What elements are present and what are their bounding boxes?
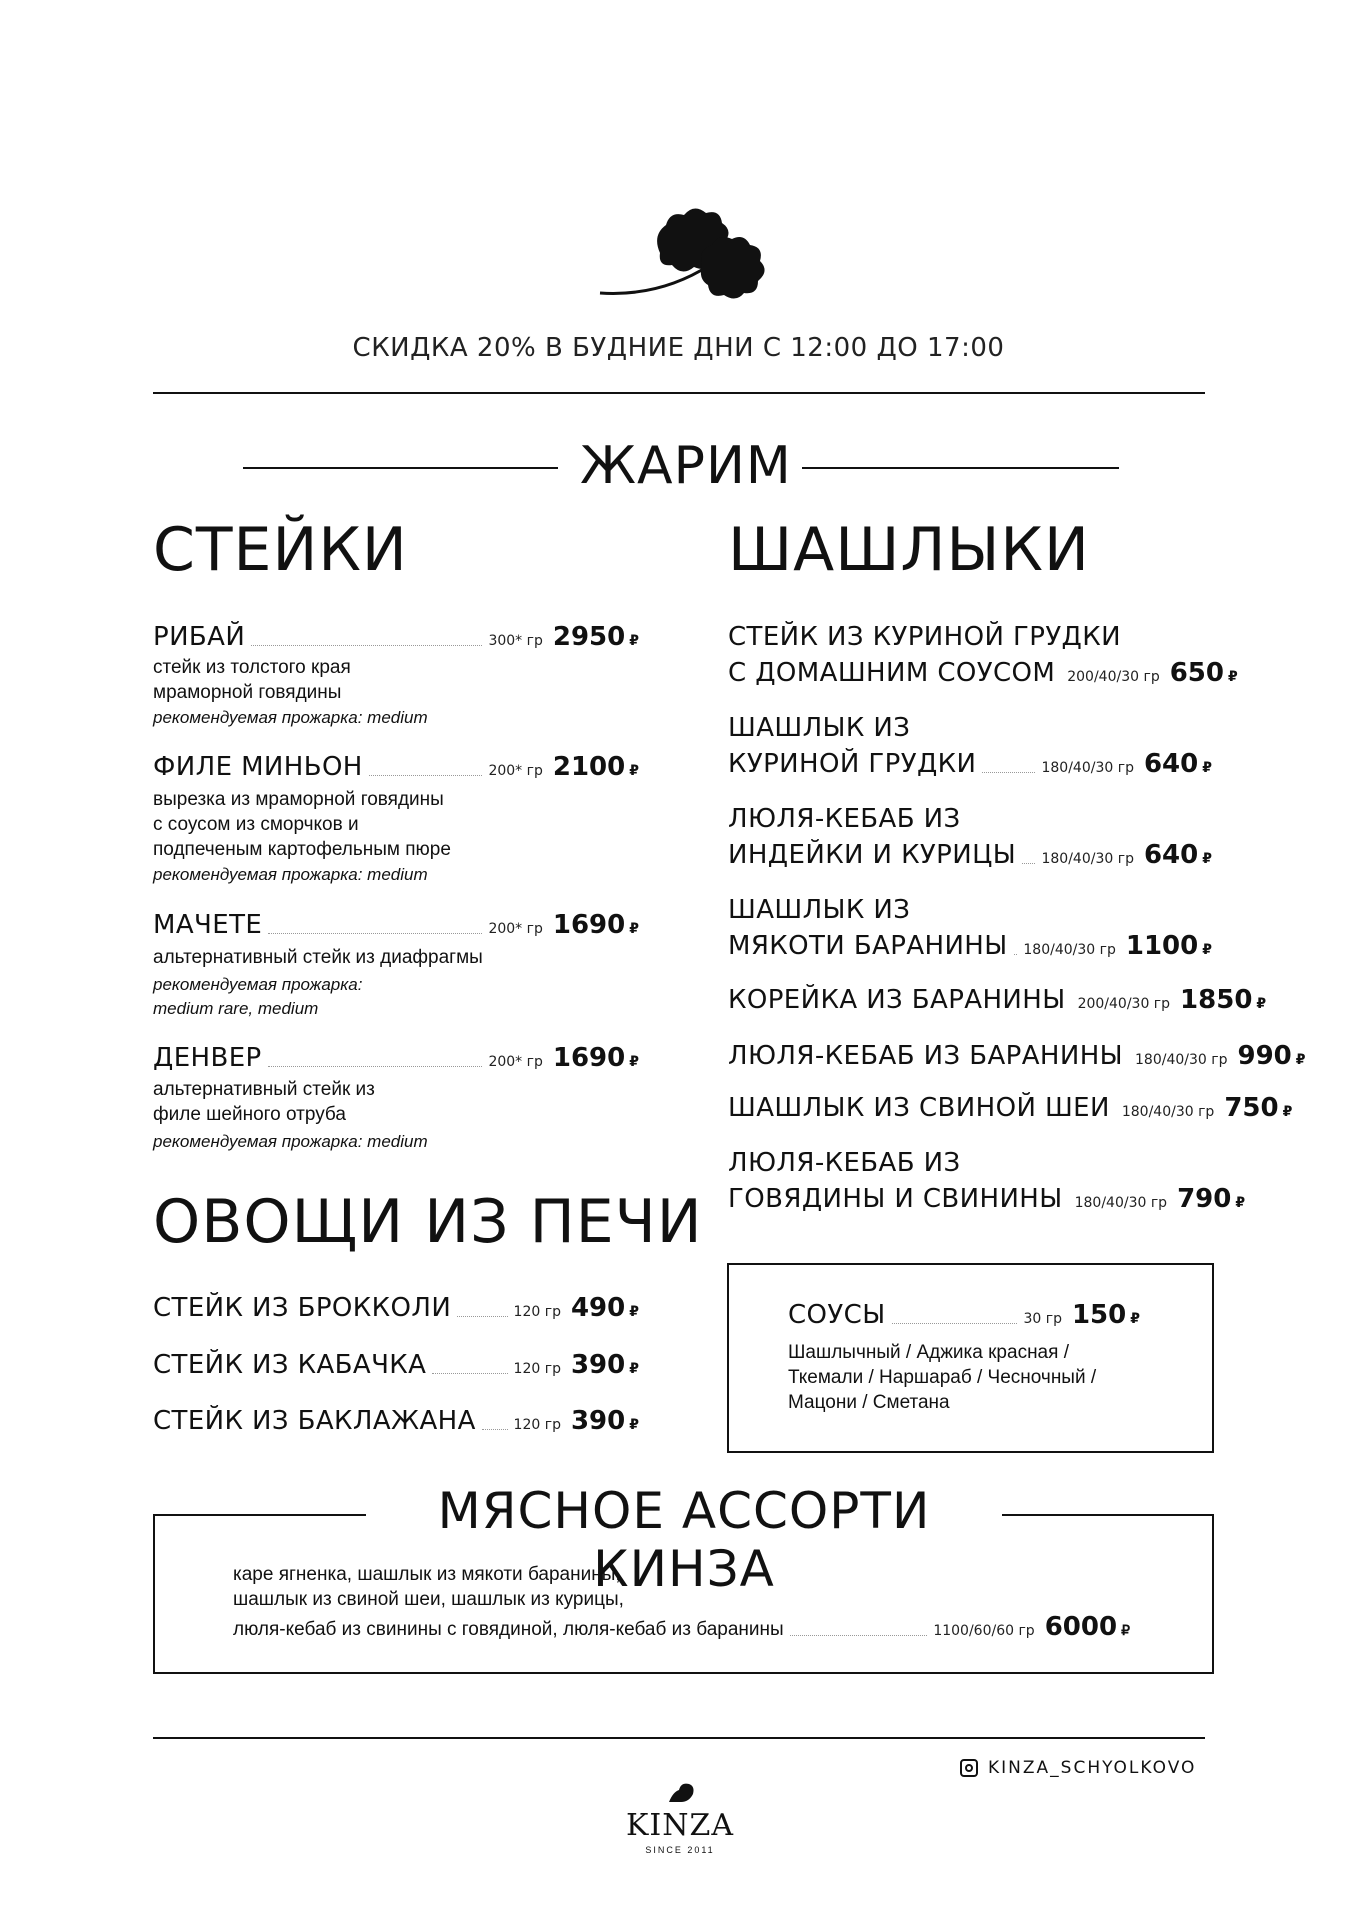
item-weight: 120 гр [513,1417,561,1433]
item-weight: 200/40/30 гр [1077,996,1171,1012]
item-price: 1850 [1180,985,1253,1015]
ruble-sign: ₽ [1228,669,1238,685]
ruble-sign: ₽ [629,1054,639,1070]
item-weight: 180/40/30 гр [1074,1195,1168,1211]
ruble-sign: ₽ [629,1304,639,1320]
menu-item-ribeye [153,622,639,652]
item-name-line1: СТЕЙК ИЗ КУРИНОЙ ГРУДКИ [728,622,1121,652]
menu-item-zucchini [153,1350,639,1380]
bottom-divider [153,1737,1205,1739]
ruble-sign: ₽ [629,921,639,937]
dot-leader [1014,953,1018,955]
ruble-sign: ₽ [1282,1104,1293,1120]
item-description: альтернативный стейк из диафрагмы [153,947,483,968]
ruble-sign: ₽ [629,763,639,779]
item-price: 1100 [1125,931,1199,961]
item-price: 790 [1177,1184,1232,1214]
section-title: ЖАРИМ [580,436,792,496]
item-name: ГОВЯДИНЫ И СВИНИНЫ [728,1184,1063,1214]
item-price: 990 [1237,1041,1292,1071]
item-weight: 180/40/30 гр [1135,1052,1228,1068]
dot-leader [268,932,482,934]
item-weight: 300* гр [488,633,543,649]
item-price: 1690 [552,910,626,940]
item-name: КУРИНОЙ ГРУДКИ [728,749,977,779]
item-name-line1: ШАШЛЫК ИЗ [728,713,911,743]
dot-leader [369,774,483,776]
dot-leader [982,771,1035,773]
item-name: ФИЛЕ МИНЬОН [153,752,363,782]
item-name-line1: ШАШЛЫК ИЗ [728,895,911,925]
item-weight: 200/40/30 гр [1067,669,1160,685]
menu-item-beef-pork-kebab [728,1184,1246,1214]
item-name-line1: ЛЮЛЯ-КЕБАБ ИЗ [728,1148,961,1178]
cilantro-leaf-logo [590,205,780,305]
item-price: 2950 [552,622,626,652]
menu-item-pork-neck-shashlik [728,1093,1293,1123]
item-name: СТЕЙК ИЗ КАБАЧКА [153,1350,427,1380]
ruble-sign: ₽ [1130,1311,1140,1327]
menu-item-filet-mignon [153,752,639,782]
ruble-sign: ₽ [1256,996,1267,1012]
platter-description: каре ягненка, шашлык из мякоти баранины, шашлык из свиной шеи, шашлык из курицы, [233,1564,624,1610]
shashlik-title: ШАШЛЫКИ [728,515,1090,585]
section-title-right-line [802,467,1119,469]
cilantro-leaf-icon [663,1780,697,1806]
ruble-sign: ₽ [1202,942,1212,958]
kinza-logo [610,1780,750,1855]
dot-leader [482,1428,508,1430]
item-name: СОУСЫ [788,1300,886,1330]
item-name: С ДОМАШНИМ СОУСОМ [728,658,1056,688]
item-weight: 180/40/30 гр [1121,1104,1215,1120]
instagram-text: KINZA_SCHYOLKOVO [988,1758,1197,1778]
item-weight: 1100/60/60 гр [933,1623,1035,1639]
dot-leader [251,644,482,646]
doneness-recommendation: рекомендуемая прожарка: medium [153,1132,428,1151]
item-price: 640 [1143,840,1199,870]
menu-item-broccoli [153,1293,639,1323]
doneness-recommendation: рекомендуемая прожарка: medium [153,708,428,727]
dot-leader [892,1322,1018,1324]
item-weight: 120 гр [513,1361,561,1377]
item-weight: 180/40/30 гр [1041,851,1134,867]
menu-item-lamb-shashlik [728,931,1212,961]
item-name: КОРЕЙКА ИЗ БАРАНИНЫ [728,985,1066,1015]
menu-item-chicken-breast-shashlik [728,749,1212,779]
item-name: ЛЮЛЯ-КЕБАБ ИЗ БАРАНИНЫ [728,1041,1123,1071]
menu-item-turkey-chicken-kebab [728,840,1212,870]
ruble-sign: ₽ [1121,1622,1130,1638]
dot-leader [432,1372,507,1374]
dot-leader [457,1315,507,1317]
item-description: вырезка из мраморной говядины с соусом из сморчков и подпеченым картофельным пюре [153,789,451,860]
menu-item-platter [233,1612,1130,1642]
item-name: МЯКОТИ БАРАНИНЫ [728,931,1008,961]
platter-title: МЯСНОЕ АССОРТИ КИНЗА [366,1482,1002,1598]
brand-name: KINZA [625,1808,735,1843]
item-name: МАЧЕТЕ [153,910,263,940]
menu-item-lamb-kebab [728,1041,1306,1071]
platter-description-last-line: люля-кебаб из свинины с говядиной, люля-кебаб из баранины [233,1619,784,1640]
menu-item-eggplant [153,1406,639,1436]
item-price: 390 [570,1350,626,1380]
item-weight: 30 гр [1023,1311,1062,1327]
item-weight: 120 гр [513,1304,561,1320]
item-description: альтернативный стейк из филе шейного отруба [153,1079,375,1125]
item-price: 150 [1071,1300,1127,1330]
item-weight: 180/40/30 гр [1041,760,1134,776]
item-weight: 180/40/30 гр [1023,942,1116,958]
dot-leader [268,1065,483,1067]
menu-item-chicken-breast-steak [728,658,1238,688]
item-name: ШАШЛЫК ИЗ СВИНОЙ ШЕИ [728,1093,1110,1123]
item-name: ИНДЕЙКИ И КУРИЦЫ [728,840,1017,870]
menu-item-denver [153,1043,639,1073]
discount-banner: СКИДКА 20% В БУДНИЕ ДНИ С 12:00 ДО 17:00 [352,333,1005,363]
item-price: 2100 [552,752,626,782]
item-description: стейк из толстого края мраморной говядины [153,657,351,703]
dot-leader [1022,862,1035,864]
ruble-sign: ₽ [1202,760,1212,776]
item-name: ДЕНВЕР [153,1043,262,1073]
top-divider [153,392,1205,394]
brand-since: SINCE 2011 [645,1845,715,1855]
item-price: 750 [1224,1093,1279,1123]
item-name: РИБАЙ [153,622,246,652]
menu-item-sauces [788,1300,1140,1330]
dot-leader [790,1634,928,1636]
ruble-sign: ₽ [1202,851,1212,867]
ruble-sign: ₽ [1295,1052,1306,1068]
item-weight: 200* гр [488,921,543,937]
vegetables-title: ОВОЩИ ИЗ ПЕЧИ [153,1187,703,1257]
menu-item-lamb-rack [728,985,1267,1015]
menu-item-machete [153,910,639,940]
doneness-recommendation: рекомендуемая прожарка: medium [153,865,428,884]
item-name: СТЕЙК ИЗ БАКЛАЖАНА [153,1406,476,1436]
item-weight: 200* гр [488,1054,543,1070]
ruble-sign: ₽ [629,633,639,649]
item-weight: 200* гр [488,763,543,779]
section-title-left-line [243,467,558,469]
item-name: СТЕЙК ИЗ БРОККОЛИ [153,1293,452,1323]
item-price: 390 [570,1406,626,1436]
item-price: 6000 [1044,1612,1118,1642]
item-name-line1: ЛЮЛЯ-КЕБАБ ИЗ [728,804,961,834]
ruble-sign: ₽ [1235,1195,1246,1211]
doneness-recommendation: рекомендуемая прожарка: medium rare, medium [153,975,363,1018]
item-price: 490 [570,1293,626,1323]
instagram-icon [960,1759,978,1777]
item-price: 1690 [552,1043,626,1073]
item-price: 650 [1169,658,1224,688]
ruble-sign: ₽ [629,1417,639,1433]
item-price: 640 [1143,749,1199,779]
instagram-handle[interactable] [960,1758,1196,1778]
steaks-title: СТЕЙКИ [153,515,408,585]
ruble-sign: ₽ [629,1361,639,1377]
sauces-list: Шашлычный / Аджика красная / Ткемали / Наршараб / Чесночный / Мацони / Сметана [788,1342,1097,1413]
